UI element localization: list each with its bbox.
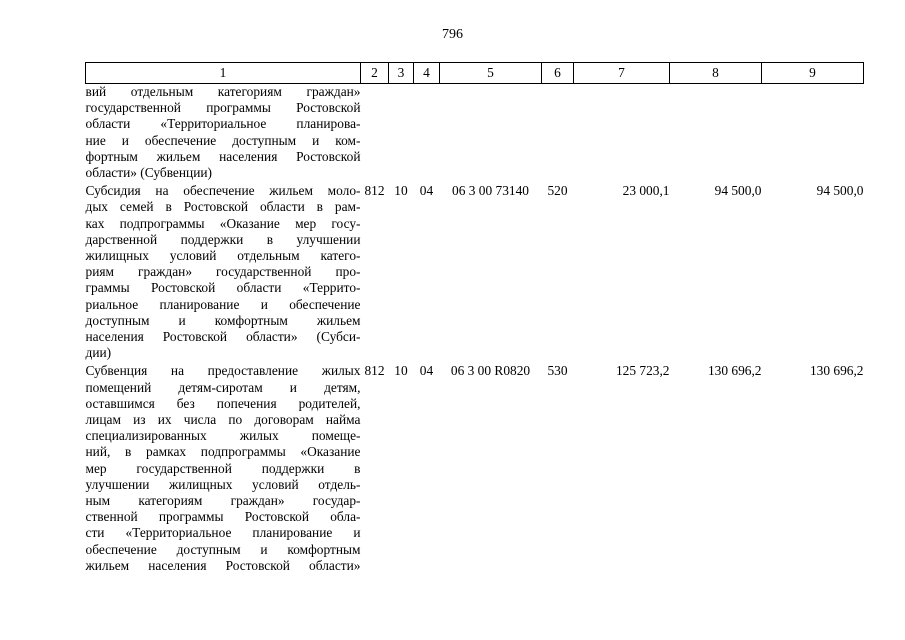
description-line: помещений детям-сиротам и детям, [85,379,361,395]
column-header-3: 3 [389,63,414,84]
description-line: области «Территориальное планирова- [85,116,361,132]
column-header-5: 5 [440,63,542,84]
row-description [86,84,361,182]
row-description [86,361,361,574]
description-line: мер государственной поддержки в [85,460,361,476]
description-line: обеспечение доступным и комфортным [85,541,361,557]
cell-amount-8: 94 500,0 [714,183,762,199]
description-line: дых семей в Ростовской области в рам- [85,199,361,215]
cell-expense-type [542,84,574,182]
description-line: специализированных жилых помеще- [85,428,361,444]
description-line: ках подпрограммы «Оказание мер госу- [85,215,361,231]
table-row [86,84,864,182]
column-header-9: 9 [762,63,864,84]
column-header-4: 4 [414,63,440,84]
cell-section: 10 [394,183,408,199]
cell-ministry-code: 812 [364,363,385,379]
page-number: 796 [442,27,463,42]
table-row [86,181,864,361]
description-line: ным категориям граждан» государ- [85,493,361,509]
cell-subsection [414,84,440,182]
cell-amount-8 [670,84,762,182]
cell-subsection: 04 [419,363,434,379]
cell-target-article: 06 3 00 R0820 [450,363,531,379]
description-line: населения Ростовской области» (Субси- [85,329,361,345]
column-header-6: 6 [542,63,574,84]
cell-amount-7: 23 000,1 [622,183,670,199]
cell-target-article [440,84,542,182]
cell-ministry-code: 812 [364,183,385,199]
table-row [86,361,864,574]
column-header-7: 7 [574,63,670,84]
description-line: дарственной поддержки в улучшении [85,231,361,247]
description-line: ственной программы Ростовской обла- [85,509,361,525]
description-line: дии) [85,345,112,361]
cell-amount-9: 94 500,0 [816,183,864,199]
description-line: Субвенция на предоставление жилых [85,363,361,379]
cell-amount-7 [574,84,670,182]
cell-expense-type: 530 [547,363,568,379]
row-description [86,181,361,361]
cell-section: 10 [394,363,408,379]
cell-ministry-code [361,84,389,182]
description-line: доступным и комфортным жильем [85,312,361,328]
table-header-row [86,63,864,84]
description-line: улучшении жилищных условий отдель- [85,476,361,492]
cell-target-article: 06 3 00 73140 [452,183,529,199]
description-line: жильем населения Ростовской области» [85,557,361,573]
description-line: сти «Территориальное планирование и [85,525,361,541]
cell-amount-9: 130 696,2 [809,363,864,379]
cell-subsection: 04 [419,183,434,199]
description-line: риальное планирование и обеспечение [85,296,361,312]
cell-amount-7: 125 723,2 [615,363,670,379]
description-line: риям граждан» государственной про- [85,264,361,280]
column-header-1: 1 [86,63,361,84]
description-line: Субсидия на обеспечение жильем моло- [85,183,361,199]
budget-table [85,62,864,574]
description-line: фортным жильем населения Ростовской [85,148,361,164]
description-line: граммы Ростовской области «Террито- [85,280,361,296]
column-header-8: 8 [670,63,762,84]
description-line: жилищных условий отдельным катего- [85,248,361,264]
cell-amount-8: 130 696,2 [707,363,762,379]
description-line: ний, в рамках подпрограммы «Оказание [85,444,361,460]
description-line: государственной программы Ростовской [85,100,361,116]
cell-amount-9 [762,84,864,182]
description-line: области» (Субвенции) [85,165,213,181]
description-line: ние и обеспечение доступным и ком- [85,132,361,148]
cell-section [389,84,414,182]
description-line: лицам из их числа по договорам найма [85,412,361,428]
column-header-2: 2 [361,63,389,84]
cell-expense-type: 520 [547,183,568,199]
description-line: вий отдельным категориям граждан» [85,84,361,99]
description-line: оставшимся без попечения родителей, [85,395,361,411]
